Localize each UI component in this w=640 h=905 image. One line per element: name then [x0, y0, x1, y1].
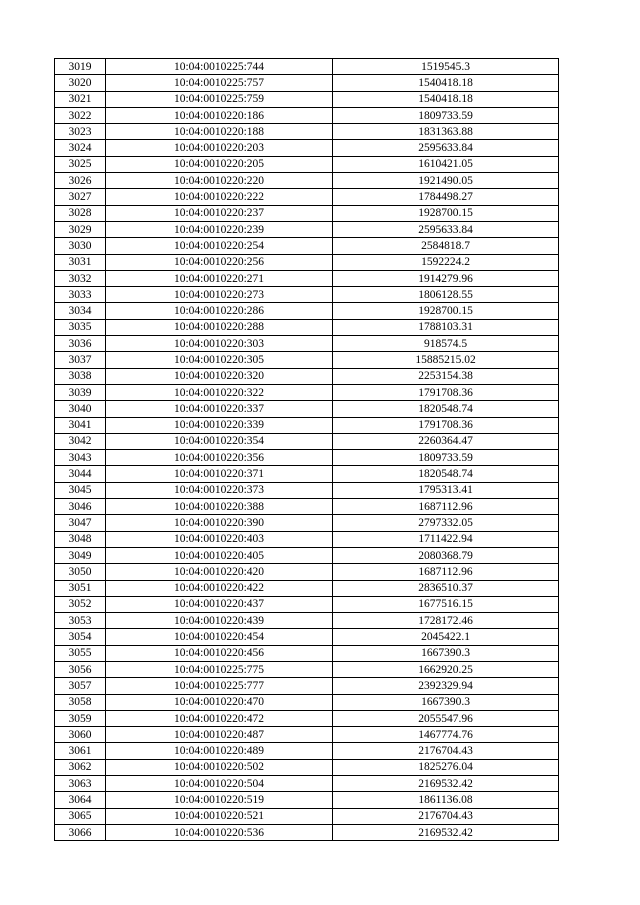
row-number-cell: 3021: [55, 91, 106, 107]
cadastral-number-cell: 10:04:0010220:456: [106, 645, 333, 661]
value-cell: 1809733.59: [333, 450, 559, 466]
table-row: [55, 173, 559, 189]
value-cell: 2797332.05: [333, 515, 559, 531]
row-number-cell: 3037: [55, 352, 106, 368]
value-cell: 1820548.74: [333, 401, 559, 417]
row-number-cell: 3061: [55, 743, 106, 759]
table-row: [55, 205, 559, 221]
cadastral-number-cell: 10:04:0010220:271: [106, 270, 333, 286]
row-number-cell: 3043: [55, 450, 106, 466]
row-number-cell: 3041: [55, 417, 106, 433]
table-row: [55, 91, 559, 107]
table-row: [55, 417, 559, 433]
row-number-cell: 3046: [55, 499, 106, 515]
table-row: [55, 580, 559, 596]
row-number-cell: 3033: [55, 287, 106, 303]
cadastral-number-cell: 10:04:0010220:487: [106, 727, 333, 743]
table-row: [55, 450, 559, 466]
table-row: [55, 368, 559, 384]
cadastral-number-cell: 10:04:0010220:337: [106, 401, 333, 417]
value-cell: 2080368.79: [333, 547, 559, 563]
cadastral-number-cell: 10:04:0010220:273: [106, 287, 333, 303]
table-row: [55, 645, 559, 661]
value-cell: 1540418.18: [333, 91, 559, 107]
cadastral-number-cell: 10:04:0010220:437: [106, 596, 333, 612]
cadastral-number-cell: 10:04:0010225:777: [106, 678, 333, 694]
value-cell: 1667390.3: [333, 645, 559, 661]
value-cell: 1914279.96: [333, 270, 559, 286]
row-number-cell: 3022: [55, 107, 106, 123]
value-cell: 1540418.18: [333, 75, 559, 91]
cadastral-number-cell: 10:04:0010220:472: [106, 710, 333, 726]
cadastral-value-table: [54, 58, 559, 841]
table-row: [55, 808, 559, 824]
table-row: [55, 352, 559, 368]
value-cell: 2595633.84: [333, 140, 559, 156]
row-number-cell: 3035: [55, 319, 106, 335]
row-number-cell: 3042: [55, 433, 106, 449]
table-row: [55, 466, 559, 482]
table-row: [55, 824, 559, 840]
value-cell: 1809733.59: [333, 107, 559, 123]
row-number-cell: 3066: [55, 824, 106, 840]
table-row: [55, 254, 559, 270]
row-number-cell: 3049: [55, 547, 106, 563]
row-number-cell: 3054: [55, 629, 106, 645]
cadastral-number-cell: 10:04:0010225:757: [106, 75, 333, 91]
cadastral-number-cell: 10:04:0010220:320: [106, 368, 333, 384]
row-number-cell: 3050: [55, 564, 106, 580]
table-row: [55, 531, 559, 547]
cadastral-number-cell: 10:04:0010220:237: [106, 205, 333, 221]
cadastral-number-cell: 10:04:0010220:504: [106, 776, 333, 792]
cadastral-number-cell: 10:04:0010220:536: [106, 824, 333, 840]
cadastral-number-cell: 10:04:0010220:220: [106, 173, 333, 189]
table-row: [55, 287, 559, 303]
value-cell: 1825276.04: [333, 759, 559, 775]
row-number-cell: 3026: [55, 173, 106, 189]
cadastral-number-cell: 10:04:0010220:303: [106, 336, 333, 352]
table-row: [55, 107, 559, 123]
cadastral-number-cell: 10:04:0010220:373: [106, 482, 333, 498]
table-row: [55, 303, 559, 319]
cadastral-number-cell: 10:04:0010220:254: [106, 238, 333, 254]
cadastral-number-cell: 10:04:0010220:288: [106, 319, 333, 335]
cadastral-number-cell: 10:04:0010220:470: [106, 694, 333, 710]
cadastral-number-cell: 10:04:0010220:454: [106, 629, 333, 645]
table-row: [55, 629, 559, 645]
table-row: [55, 319, 559, 335]
cadastral-number-cell: 10:04:0010220:405: [106, 547, 333, 563]
cadastral-number-cell: 10:04:0010220:439: [106, 613, 333, 629]
value-cell: 1928700.15: [333, 303, 559, 319]
value-cell: 918574.5: [333, 336, 559, 352]
cadastral-number-cell: 10:04:0010220:203: [106, 140, 333, 156]
table-row: [55, 124, 559, 140]
table-row: [55, 140, 559, 156]
row-number-cell: 3051: [55, 580, 106, 596]
table-row: [55, 238, 559, 254]
table-row: [55, 499, 559, 515]
value-cell: 1784498.27: [333, 189, 559, 205]
row-number-cell: 3055: [55, 645, 106, 661]
value-cell: 1820548.74: [333, 466, 559, 482]
row-number-cell: 3053: [55, 613, 106, 629]
cadastral-number-cell: 10:04:0010220:521: [106, 808, 333, 824]
table-row: [55, 661, 559, 677]
cadastral-number-cell: 10:04:0010220:339: [106, 417, 333, 433]
value-cell: 2176704.43: [333, 743, 559, 759]
value-cell: 1519545.3: [333, 59, 559, 75]
value-cell: 1610421.05: [333, 156, 559, 172]
row-number-cell: 3048: [55, 531, 106, 547]
table-row: [55, 270, 559, 286]
cadastral-number-cell: 10:04:0010220:356: [106, 450, 333, 466]
table-row: [55, 547, 559, 563]
table-row: [55, 743, 559, 759]
table-row: [55, 613, 559, 629]
value-cell: 2836510.37: [333, 580, 559, 596]
cadastral-number-cell: 10:04:0010220:422: [106, 580, 333, 596]
row-number-cell: 3044: [55, 466, 106, 482]
value-cell: 1791708.36: [333, 417, 559, 433]
document-page: [54, 58, 558, 841]
cadastral-number-cell: 10:04:0010225:775: [106, 661, 333, 677]
table-row: [55, 384, 559, 400]
table-body: [55, 59, 559, 841]
value-cell: 1687112.96: [333, 564, 559, 580]
value-cell: 1667390.3: [333, 694, 559, 710]
value-cell: 1831363.88: [333, 124, 559, 140]
table-row: [55, 336, 559, 352]
row-number-cell: 3052: [55, 596, 106, 612]
value-cell: 1728172.46: [333, 613, 559, 629]
table-row: [55, 482, 559, 498]
cadastral-number-cell: 10:04:0010220:489: [106, 743, 333, 759]
value-cell: 2176704.43: [333, 808, 559, 824]
cadastral-number-cell: 10:04:0010220:305: [106, 352, 333, 368]
table-row: [55, 776, 559, 792]
cadastral-number-cell: 10:04:0010220:188: [106, 124, 333, 140]
row-number-cell: 3027: [55, 189, 106, 205]
value-cell: 1711422.94: [333, 531, 559, 547]
cadastral-number-cell: 10:04:0010220:519: [106, 792, 333, 808]
table-row: [55, 596, 559, 612]
cadastral-number-cell: 10:04:0010220:322: [106, 384, 333, 400]
row-number-cell: 3036: [55, 336, 106, 352]
table-row: [55, 59, 559, 75]
value-cell: 1795313.41: [333, 482, 559, 498]
value-cell: 2169532.42: [333, 776, 559, 792]
value-cell: 1861136.08: [333, 792, 559, 808]
row-number-cell: 3028: [55, 205, 106, 221]
value-cell: 1592224.2: [333, 254, 559, 270]
row-number-cell: 3031: [55, 254, 106, 270]
value-cell: 15885215.02: [333, 352, 559, 368]
table-row: [55, 75, 559, 91]
table-row: [55, 433, 559, 449]
row-number-cell: 3063: [55, 776, 106, 792]
value-cell: 2260364.47: [333, 433, 559, 449]
row-number-cell: 3023: [55, 124, 106, 140]
table-row: [55, 189, 559, 205]
row-number-cell: 3032: [55, 270, 106, 286]
value-cell: 2055547.96: [333, 710, 559, 726]
table-row: [55, 221, 559, 237]
row-number-cell: 3060: [55, 727, 106, 743]
row-number-cell: 3038: [55, 368, 106, 384]
table-row: [55, 710, 559, 726]
value-cell: 2595633.84: [333, 221, 559, 237]
cadastral-number-cell: 10:04:0010220:222: [106, 189, 333, 205]
value-cell: 1662920.25: [333, 661, 559, 677]
row-number-cell: 3058: [55, 694, 106, 710]
row-number-cell: 3025: [55, 156, 106, 172]
row-number-cell: 3039: [55, 384, 106, 400]
table-row: [55, 792, 559, 808]
row-number-cell: 3064: [55, 792, 106, 808]
value-cell: 1687112.96: [333, 499, 559, 515]
value-cell: 2584818.7: [333, 238, 559, 254]
cadastral-number-cell: 10:04:0010220:205: [106, 156, 333, 172]
row-number-cell: 3047: [55, 515, 106, 531]
table-row: [55, 564, 559, 580]
row-number-cell: 3019: [55, 59, 106, 75]
row-number-cell: 3040: [55, 401, 106, 417]
cadastral-number-cell: 10:04:0010225:759: [106, 91, 333, 107]
value-cell: 1788103.31: [333, 319, 559, 335]
table-row: [55, 515, 559, 531]
value-cell: 2392329.94: [333, 678, 559, 694]
row-number-cell: 3020: [55, 75, 106, 91]
cadastral-number-cell: 10:04:0010220:371: [106, 466, 333, 482]
value-cell: 1467774.76: [333, 727, 559, 743]
row-number-cell: 3029: [55, 221, 106, 237]
cadastral-number-cell: 10:04:0010220:286: [106, 303, 333, 319]
row-number-cell: 3024: [55, 140, 106, 156]
cadastral-number-cell: 10:04:0010220:403: [106, 531, 333, 547]
cadastral-number-cell: 10:04:0010220:388: [106, 499, 333, 515]
row-number-cell: 3057: [55, 678, 106, 694]
table-row: [55, 156, 559, 172]
value-cell: 2253154.38: [333, 368, 559, 384]
row-number-cell: 3056: [55, 661, 106, 677]
row-number-cell: 3065: [55, 808, 106, 824]
value-cell: 1806128.55: [333, 287, 559, 303]
table-row: [55, 727, 559, 743]
table-row: [55, 759, 559, 775]
cadastral-number-cell: 10:04:0010220:420: [106, 564, 333, 580]
row-number-cell: 3062: [55, 759, 106, 775]
value-cell: 1677516.15: [333, 596, 559, 612]
table-row: [55, 401, 559, 417]
row-number-cell: 3059: [55, 710, 106, 726]
cadastral-number-cell: 10:04:0010225:744: [106, 59, 333, 75]
value-cell: 2169532.42: [333, 824, 559, 840]
cadastral-number-cell: 10:04:0010220:390: [106, 515, 333, 531]
table-row: [55, 678, 559, 694]
value-cell: 2045422.1: [333, 629, 559, 645]
row-number-cell: 3045: [55, 482, 106, 498]
cadastral-number-cell: 10:04:0010220:186: [106, 107, 333, 123]
cadastral-number-cell: 10:04:0010220:256: [106, 254, 333, 270]
value-cell: 1921490.05: [333, 173, 559, 189]
value-cell: 1791708.36: [333, 384, 559, 400]
table-row: [55, 694, 559, 710]
cadastral-number-cell: 10:04:0010220:239: [106, 221, 333, 237]
row-number-cell: 3030: [55, 238, 106, 254]
cadastral-number-cell: 10:04:0010220:502: [106, 759, 333, 775]
value-cell: 1928700.15: [333, 205, 559, 221]
row-number-cell: 3034: [55, 303, 106, 319]
cadastral-number-cell: 10:04:0010220:354: [106, 433, 333, 449]
